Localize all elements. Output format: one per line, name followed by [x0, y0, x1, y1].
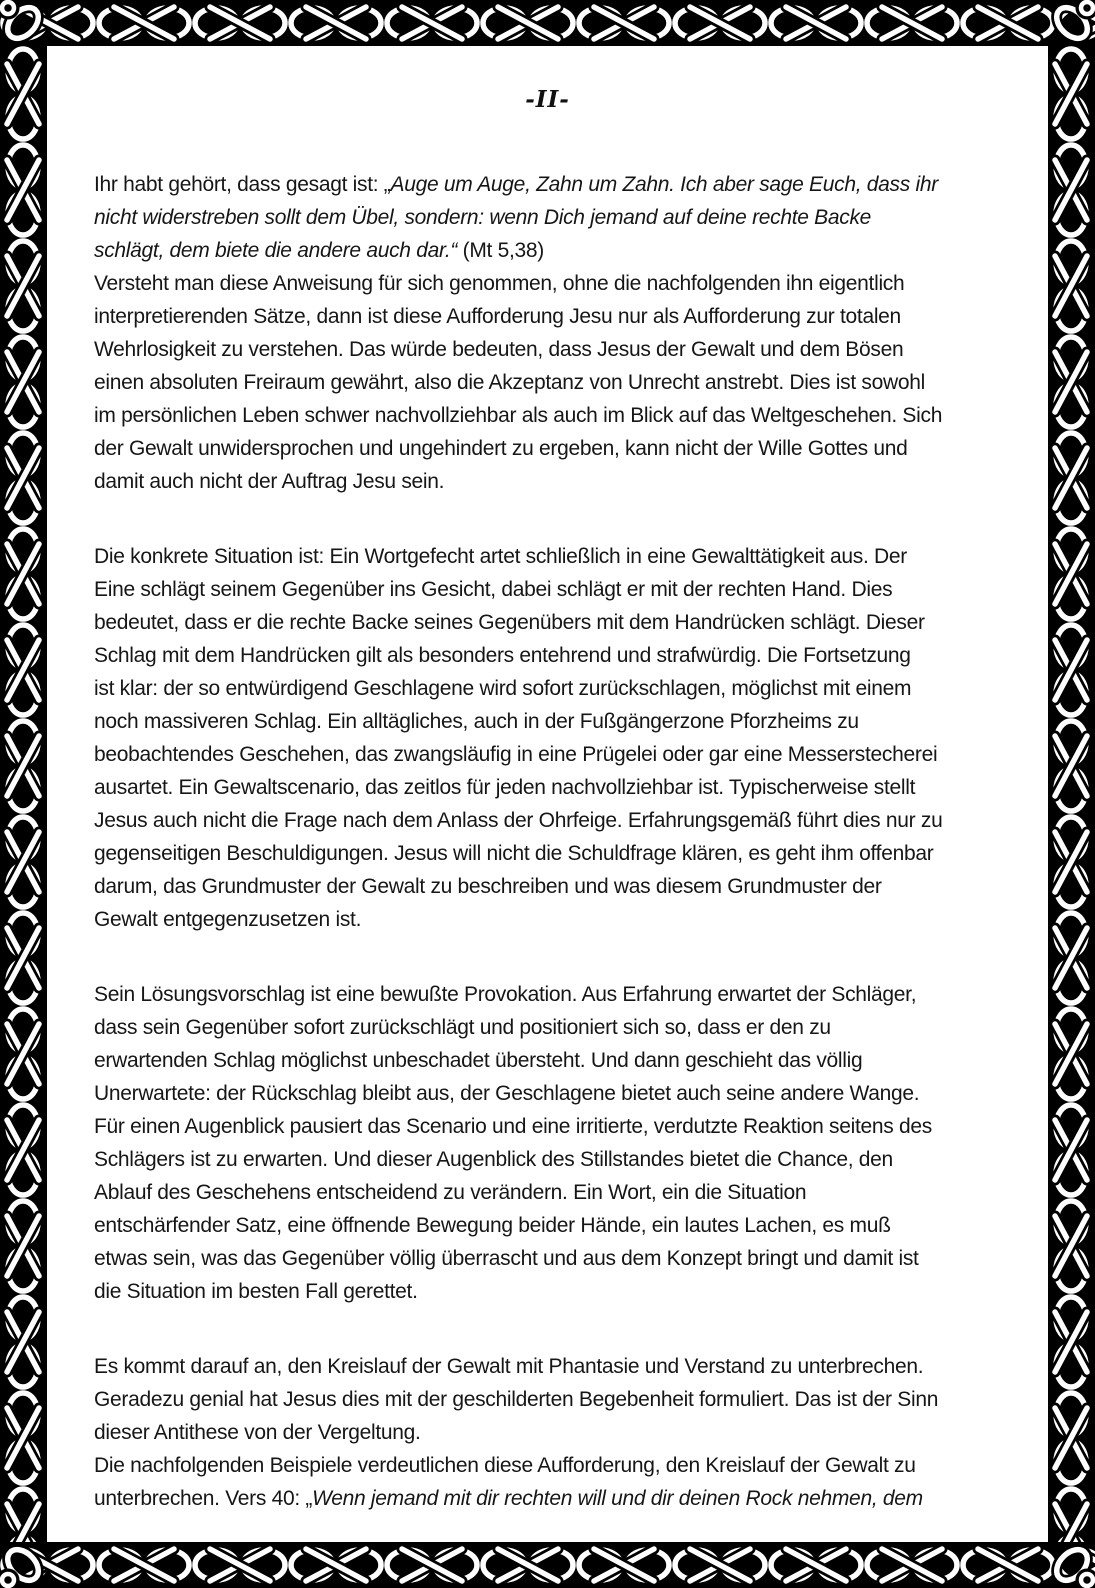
plain-text: Unerwartete: der Rückschlag bleibt aus, der Geschlagene bietet auch seine andere Wange.	[94, 1082, 920, 1105]
plain-text: dass sein Gegenüber sofort zurückschlägt und positioniert sich so, dass er den zu	[94, 1016, 831, 1039]
plain-text: unterbrechen. Vers 40: „	[94, 1487, 313, 1510]
paragraph	[94, 540, 1000, 936]
text-line	[94, 465, 1000, 498]
plain-text: Jesus auch nicht die Frage nach dem Anlass der Ohrfeige. Erfahrungsgemäß führt dies nur zu	[94, 809, 943, 832]
text-line	[94, 1176, 1000, 1209]
plain-text: im persönlichen Leben schwer nachvollziehbar als auch im Blick auf das Weltgeschehen. Sich	[94, 404, 943, 427]
text-line	[94, 1242, 1000, 1275]
text-line	[94, 1383, 1000, 1416]
plain-text: interpretierenden Sätze, dann ist diese Aufforderung Jesu nur als Aufforderung zur totalen	[94, 305, 901, 328]
paragraph	[94, 168, 1000, 498]
text-line	[94, 201, 1000, 234]
plain-text: ist klar: der so entwürdigend Geschlagene wird sofort zurückschlagen, möglichst mit einem	[94, 677, 912, 700]
plain-text: Schlag mit dem Handrücken gilt als besonders entehrend und strafwürdig. Die Fortsetzung	[94, 644, 911, 667]
text-line	[94, 903, 1000, 936]
plain-text: Geradezu genial hat Jesus dies mit der geschilderten Begebenheit formuliert. Das ist der Sinn	[94, 1388, 939, 1411]
text-line	[94, 234, 1000, 267]
text-line	[94, 870, 1000, 903]
text-line	[94, 1011, 1000, 1044]
text-line	[94, 837, 1000, 870]
plain-text: Ihr habt gehört, dass gesagt ist: „	[94, 173, 391, 196]
plain-text: Eine schlägt seinem Gegenüber ins Gesicht, dabei schlägt er mit der rechten Hand. Dies	[94, 578, 893, 601]
text-line	[94, 606, 1000, 639]
body-text	[94, 168, 1000, 1557]
text-line	[94, 978, 1000, 1011]
plain-text: beobachtendes Geschehen, das zwangsläufig in eine Prügelei oder gar eine Messerstecherei	[94, 743, 938, 766]
paragraph	[94, 978, 1000, 1308]
text-line	[94, 366, 1000, 399]
plain-text: darum, das Grundmuster der Gewalt zu beschreiben und was diesem Grundmuster der	[94, 875, 882, 898]
text-line	[94, 573, 1000, 606]
plain-text: Die nachfolgenden Beispiele verdeutlichen diese Aufforderung, den Kreislauf der Gewalt zu	[94, 1454, 916, 1477]
plain-text: bedeutet, dass er die rechte Backe seines Gegenübers mit dem Handrücken schlägt. Dieser	[94, 611, 925, 634]
text-line	[94, 300, 1000, 333]
text-line	[94, 399, 1000, 432]
text-line	[94, 1482, 1000, 1515]
plain-text: Wehrlosigkeit zu verstehen. Das würde bedeuten, dass Jesus der Gewalt und dem Bösen	[94, 338, 904, 361]
quote-text: schlägt, dem biete die andere auch dar.“	[94, 239, 458, 262]
text-line	[94, 804, 1000, 837]
text-line	[94, 639, 1000, 672]
plain-text: (Mt 5,38)	[457, 239, 544, 262]
plain-text: Es kommt darauf an, den Kreislauf der Gewalt mit Phantasie und Verstand zu unterbrechen.	[94, 1355, 924, 1378]
paragraph	[94, 1350, 1000, 1515]
plain-text: Ablauf des Geschehens entscheidend zu verändern. Ein Wort, ein die Situation	[94, 1181, 807, 1204]
plain-text: die Situation im besten Fall gerettet.	[94, 1280, 418, 1303]
quote-text: Auge um Auge, Zahn um Zahn. Ich aber sage Euch, dass ihr	[390, 173, 938, 196]
text-line	[94, 771, 1000, 804]
text-line	[94, 672, 1000, 705]
page-number: -II-	[525, 86, 570, 113]
text-line	[94, 333, 1000, 366]
plain-text: Für einen Augenblick pausiert das Scenario und eine irritierte, verdutzte Reaktion seitens des	[94, 1115, 932, 1138]
quote-text: Wenn jemand mit dir rechten will und dir deinen Rock nehmen, dem	[312, 1487, 923, 1510]
text-line	[94, 738, 1000, 771]
text-line	[94, 1143, 1000, 1176]
quote-text: nicht widerstreben sollt dem Übel, sondern: wenn Dich jemand auf deine rechte Backe	[94, 206, 872, 229]
plain-text: Sein Lösungsvorschlag ist eine bewußte Provokation. Aus Erfahrung erwartet der Schläger,	[94, 983, 917, 1006]
text-line	[94, 540, 1000, 573]
plain-text: der Gewalt unwidersprochen und ungehindert zu ergeben, kann nicht der Wille Gottes und	[94, 437, 908, 460]
text-line	[94, 432, 1000, 465]
text-line	[94, 1077, 1000, 1110]
plain-text: erwartenden Schlag möglichst unbeschadet übersteht. Und dann geschieht das völlig	[94, 1049, 863, 1072]
text-line	[94, 1110, 1000, 1143]
text-line	[94, 168, 1000, 201]
plain-text: einen absoluten Freiraum gewährt, also die Akzeptanz von Unrecht anstrebt. Dies ist sowohl	[94, 371, 925, 394]
text-line	[94, 1209, 1000, 1242]
plain-text: Schlägers ist zu erwarten. Und dieser Augenblick des Stillstandes bietet die Chance, den	[94, 1148, 893, 1171]
plain-text: Versteht man diese Anweisung für sich genommen, ohne die nachfolgenden ihn eigentlich	[94, 272, 905, 295]
text-line	[94, 1350, 1000, 1383]
plain-text: damit auch nicht der Auftrag Jesu sein.	[94, 470, 445, 493]
plain-text: ausartet. Ein Gewaltscenario, das zeitlos für jeden nachvollziehbar ist. Typischerweise stellt	[94, 776, 916, 799]
text-line	[94, 1275, 1000, 1308]
plain-text: noch massiveren Schlag. Ein alltägliches, auch in der Fußgängerzone Pforzheims zu	[94, 710, 859, 733]
text-line	[94, 1449, 1000, 1482]
plain-text: gegenseitigen Beschuldigungen. Jesus will nicht die Schuldfrage klären, es geht ihm offenbar	[94, 842, 934, 865]
text-line	[94, 267, 1000, 300]
plain-text: dieser Antithese von der Vergeltung.	[94, 1421, 421, 1444]
plain-text: Die konkrete Situation ist: Ein Wortgefecht artet schließlich in eine Gewalttätigkeit aus. Der	[94, 545, 907, 568]
plain-text: Gewalt entgegenzusetzen ist.	[94, 908, 362, 931]
text-line	[94, 1044, 1000, 1077]
plain-text: etwas sein, was das Gegenüber völlig überrascht und aus dem Konzept bringt und damit ist	[94, 1247, 919, 1270]
text-line	[94, 1416, 1000, 1449]
plain-text: entschärfender Satz, eine öffnende Bewegung beider Hände, ein lautes Lachen, es muß	[94, 1214, 891, 1237]
text-line	[94, 705, 1000, 738]
